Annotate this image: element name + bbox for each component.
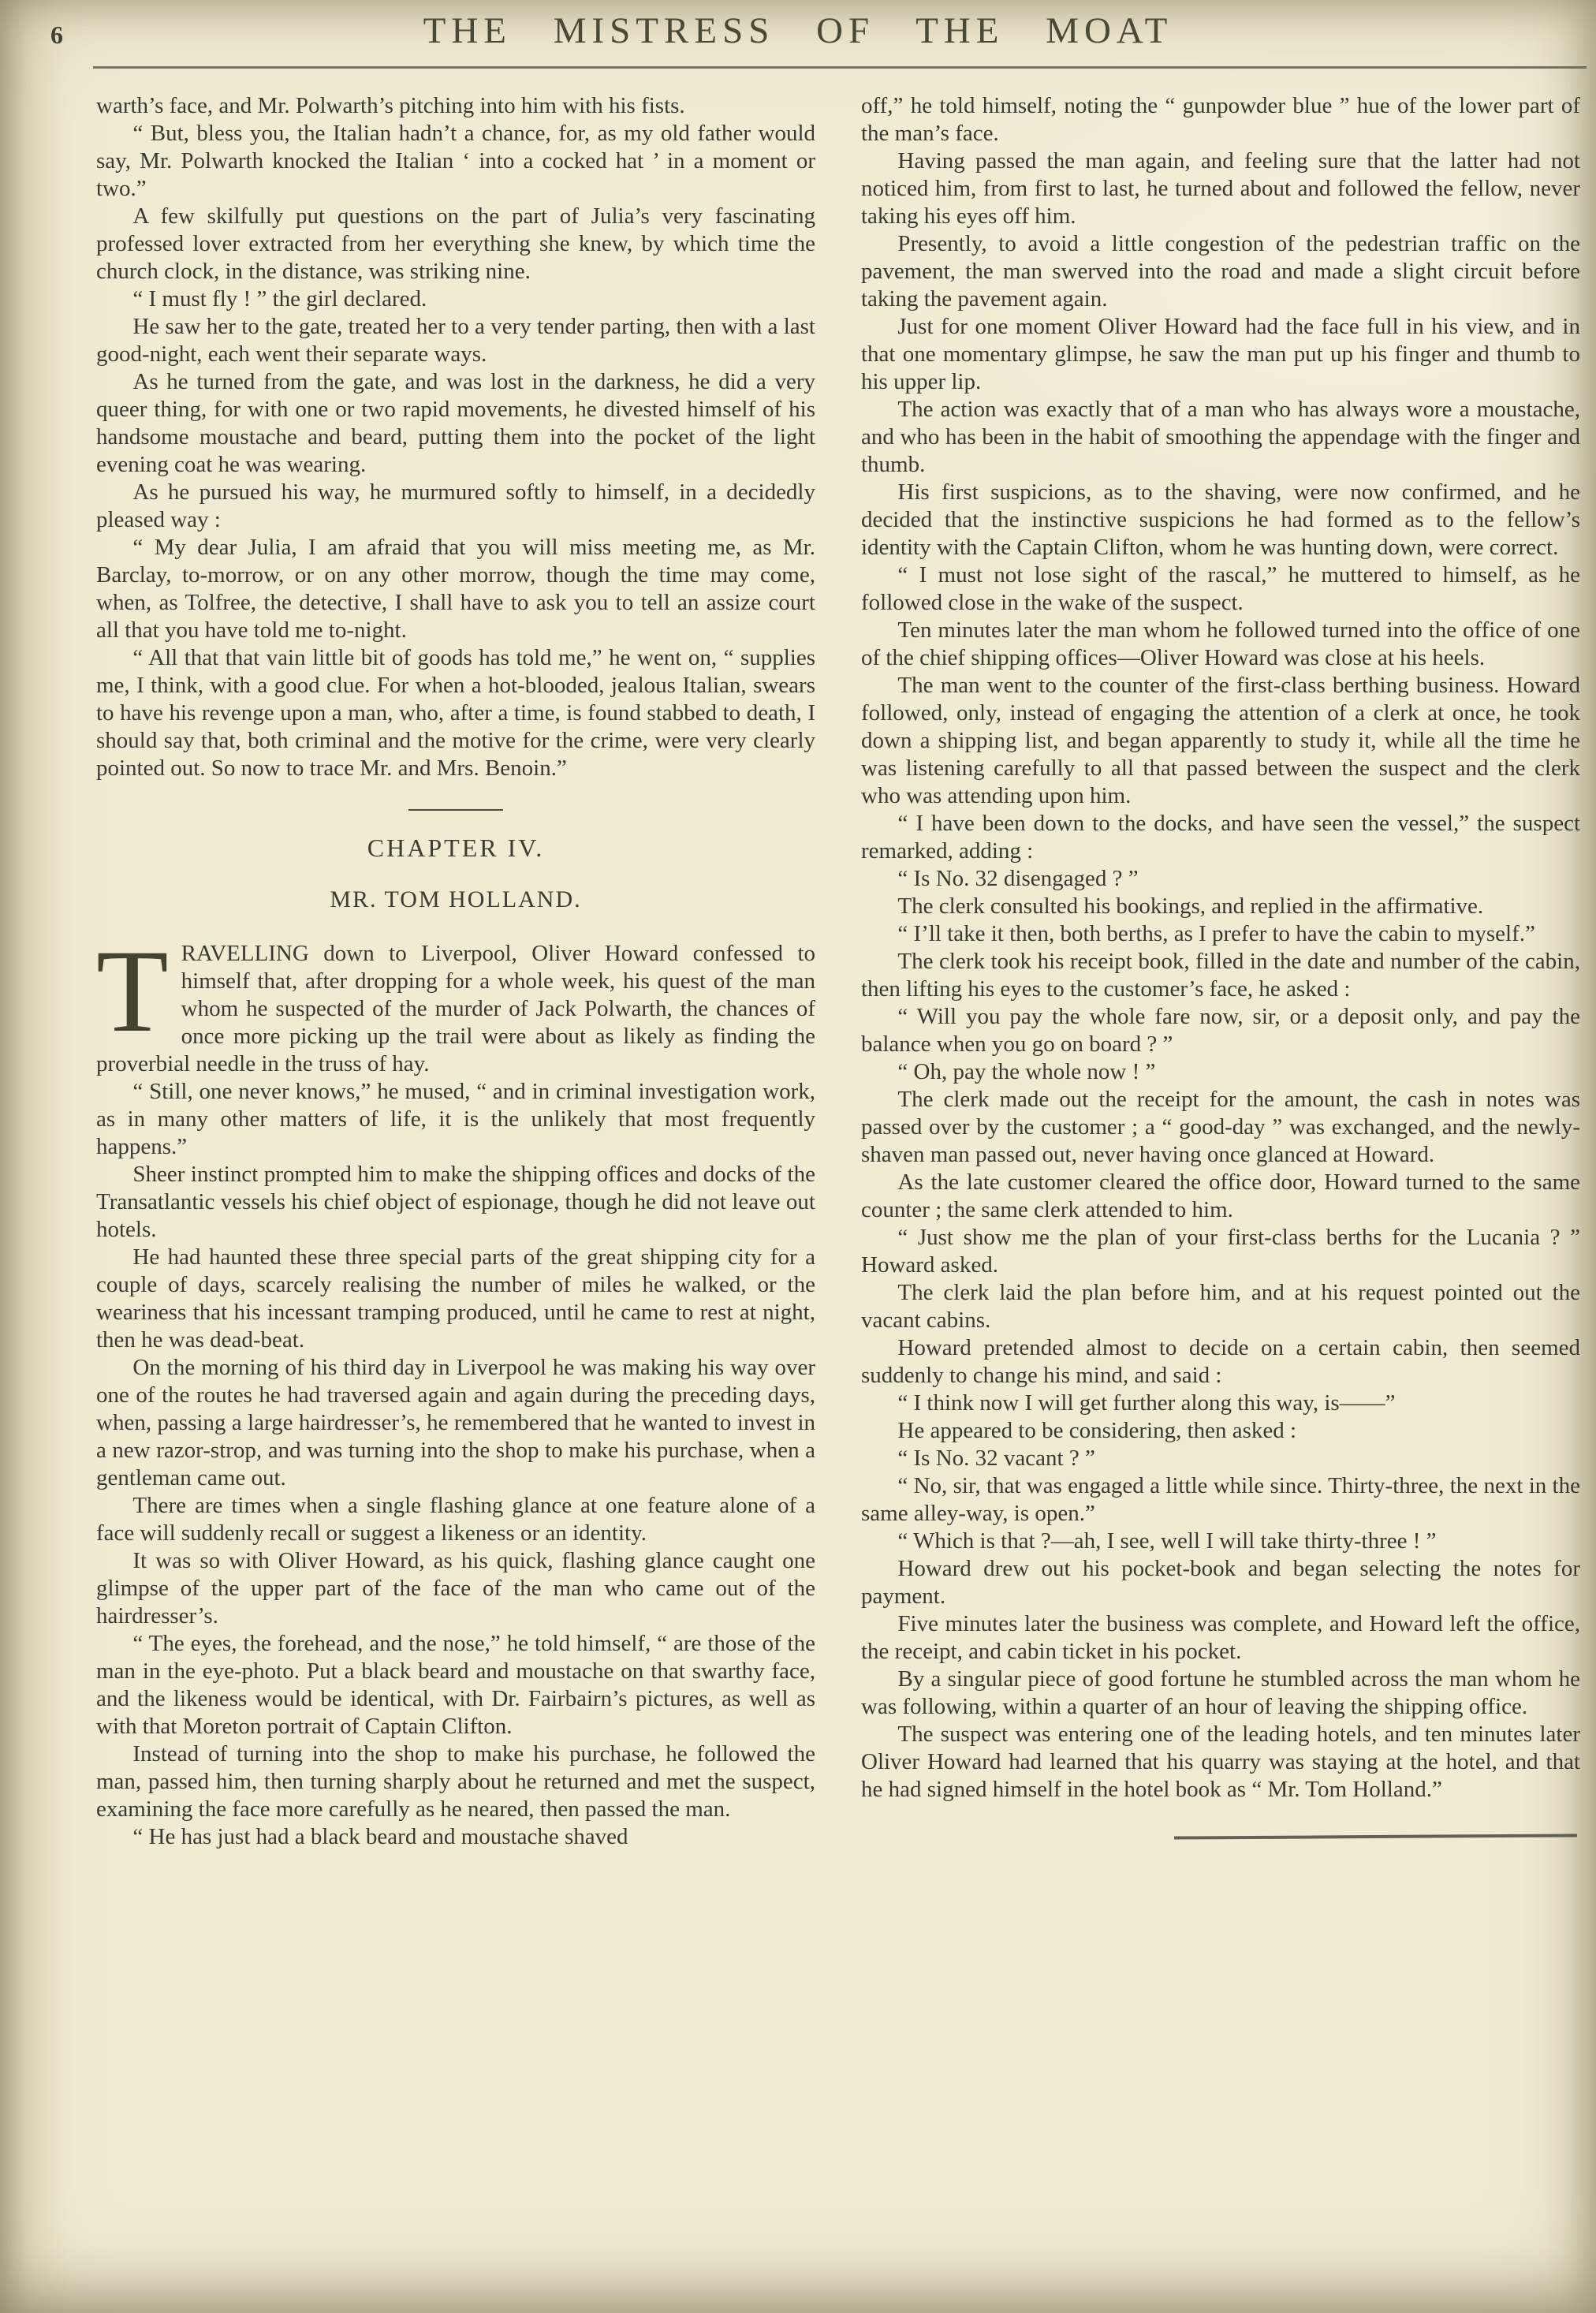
paragraph: The action was exactly that of a man who has always wore a moustache, and who has been in the habit of smoothing the appendage with the finger and thumb. xyxy=(861,397,1580,477)
paragraph: The clerk made out the receipt for the amount, the cash in notes was passed over by the customer ; a “ good-day ” was exchanged, and the newly-shaven man passed out, never having once glanced at Howard. xyxy=(861,1087,1580,1167)
paragraph: “ But, bless you, the Italian hadn’t a chance, for, as my old father would say, Mr. Polwarth knocked the Italian ‘ into a cocked hat ’ in a moment or two.” xyxy=(96,121,815,201)
paragraph: “ Just show me the plan of your first-class berths for the Lucania ? ” Howard asked. xyxy=(861,1225,1580,1278)
bottom-page-rule xyxy=(1174,1834,1577,1839)
page-number: 6 xyxy=(50,21,63,49)
paragraph: There are times when a single flashing glance at one feature alone of a face will suddenly recall or suggest a likeness or an identity. xyxy=(96,1493,815,1546)
header-rule xyxy=(93,66,1587,69)
paragraph: Just for one moment Oliver Howard had the face full in his view, and in that one momentary glimpse, he saw the man put up his finger and thumb to his upper lip. xyxy=(861,314,1580,394)
paragraph: “ Is No. 32 disengaged ? ” xyxy=(897,866,1139,891)
paragraph: He saw her to the gate, treated her to a very tender parting, then with a last good-night, each went their separate ways. xyxy=(96,314,815,367)
paragraph: The clerk took his receipt book, filled in the date and number of the cabin, then lifting his eyes to the customer’s face, he asked : xyxy=(861,949,1580,1002)
paragraph: The suspect was entering one of the leading hotels, and ten minutes later Oliver Howard had learned that his quarry was staying at the hotel, and that he had signed himself in the hotel book as “ Mr. Tom Holland.” xyxy=(861,1722,1580,1802)
paragraph: “ The eyes, the forehead, and the nose,” he told himself, “ are those of the man in the eye-photo. Put a black beard and moustache on that swarthy face, and the likeness would be identical, with Dr. Fairbairn’s pictures, as well as with that Moreton portrait of Captain Clifton. xyxy=(96,1631,815,1739)
left-column-top-paragraphs xyxy=(96,92,815,782)
paragraph: Sheer instinct prompted him to make the shipping offices and docks of the Transatlantic vessels his chief object of espionage, though he did not leave out hotels. xyxy=(96,1162,815,1242)
paragraph: Howard drew out his pocket-book and began selecting the notes for payment. xyxy=(861,1556,1580,1609)
paragraph: “ I must not lose sight of the rascal,” he muttered to himself, as he followed close in the wake of the suspect. xyxy=(861,562,1580,615)
paragraph: As he pursued his way, he murmured softly to himself, in a decidedly pleased way : xyxy=(96,479,815,532)
paragraph: It was so with Oliver Howard, as his quick, flashing glance caught one glimpse of the upper part of the face of the man who came out of the hairdresser’s. xyxy=(96,1548,815,1628)
text-columns xyxy=(96,92,1580,1851)
page-header xyxy=(0,0,1596,66)
left-column xyxy=(96,92,815,1851)
paragraph: “ I’ll take it then, both berths, as I prefer to have the cabin to myself.” xyxy=(897,921,1535,946)
paragraph: “ Will you pay the whole fare now, sir, or a deposit only, and pay the balance when you go on board ? ” xyxy=(861,1004,1580,1057)
paragraph: The clerk consulted his bookings, and replied in the affirmative. xyxy=(897,893,1484,919)
chapter-heading: CHAPTER IV. xyxy=(367,834,545,862)
paragraph: By a singular piece of good fortune he stumbled across the man whom he was following, within a quarter of an hour of leaving the shipping office. xyxy=(861,1666,1580,1719)
paragraph: “ I have been down to the docks, and have seen the vessel,” the suspect remarked, adding : xyxy=(861,811,1580,864)
paragraph: “ He has just had a black beard and moustache shaved xyxy=(132,1824,628,1849)
paragraph: His first suspicions, as to the shaving, were now confirmed, and he decided that the instinctive suspicions he had formed as to the fellow’s identity with the Captain Clifton, whom he was hunting down, were correct. xyxy=(861,479,1580,560)
paragraph: The man went to the counter of the first-class berthing business. Howard followed, only, instead of engaging the attention of a clerk at once, he took down a shipping list, and began apparently to study it, while all the time he was listening carefully to all that passed between the suspect and the clerk who was attending upon him. xyxy=(861,673,1580,808)
right-column xyxy=(861,92,1580,1851)
running-title: THE MISTRESS OF THE MOAT xyxy=(423,10,1173,51)
paragraph: Instead of turning into the shop to make his purchase, he followed the man, passed him, then turning sharply about he returned and met the suspect, examining the face more carefully as he neared, then passed the man. xyxy=(96,1741,815,1822)
paragraph: The clerk laid the plan before him, and at his request pointed out the vacant cabins. xyxy=(861,1280,1580,1333)
paragraph: off,” he told himself, noting the “ gunpowder blue ” hue of the lower part of the man’s face. xyxy=(861,93,1580,146)
paragraph: On the morning of his third day in Liverpool he was making his way over one of the routes he had traversed again and again during the preceding days, when, passing a large hairdresser’s, he remembered that he wanted to invest in a new razor-strop, and was turning into the shop to make his purchase, when a gentleman came out. xyxy=(96,1355,815,1490)
paragraph: As he turned from the gate, and was lost in the darkness, he did a very queer thing, for with one or two rapid movements, he divested himself of his handsome moustache and beard, putting them into the pocket of the light evening coat he was wearing. xyxy=(96,369,815,477)
paragraph: “ Is No. 32 vacant ? ” xyxy=(897,1446,1095,1471)
paragraph: “ Which is that ?—ah, I see, well I will take thirty-three ! ” xyxy=(897,1528,1437,1554)
paragraph: “ Still, one never knows,” he mused, “ and in criminal investigation work, as in many other matters of life, it is the unlikely that most frequently happens.” xyxy=(96,1079,815,1159)
paragraph: warth’s face, and Mr. Polwarth’s pitching into him with his fists. xyxy=(96,93,685,118)
paragraph: A few skilfully put questions on the part of Julia’s very fascinating professed lover extracted from her everything she knew, by which time the church clock, in the distance, was striking nine. xyxy=(96,203,815,284)
left-column-bottom-paragraphs xyxy=(96,1078,815,1851)
right-column-paragraphs xyxy=(861,92,1580,1804)
paragraph: Howard pretended almost to decide on a certain cabin, then seemed suddenly to change his mind, and said : xyxy=(861,1335,1580,1388)
paragraph: “ Oh, pay the whole now ! ” xyxy=(897,1059,1156,1084)
paragraph: “ No, sir, that was engaged a little while since. Thirty-three, the next in the same alley-way, is open.” xyxy=(861,1473,1580,1526)
chapter-opening-text: RAVELLING down to Liverpool, Oliver Howard confessed to himself that, after dropping for a whole week, his quest of the man whom he suspected of the murder of Jack Polwarth, the chances of once more picking up the trail were about as likely as finding the proverbial needle in the truss of hay. xyxy=(96,941,815,1076)
paragraph: Five minutes later the business was complete, and Howard left the office, the receipt, and cabin ticket in his pocket. xyxy=(861,1611,1580,1664)
paragraph: As the late customer cleared the office door, Howard turned to the same counter ; the same clerk attended to him. xyxy=(861,1170,1580,1222)
paragraph: Ten minutes later the man whom he followed turned into the office of one of the chief shipping offices—Oliver Howard was close at his heels. xyxy=(861,617,1580,670)
paragraph: “ I must fly ! ” the girl declared. xyxy=(132,286,427,312)
drop-cap-letter: T xyxy=(96,926,169,1057)
paragraph: He appeared to be considering, then asked : xyxy=(897,1418,1297,1443)
paragraph: “ All that that vain little bit of goods has told me,” he went on, “ supplies me, I think, with a good clue. For when a hot-blooded, jealous Italian, swears to have his revenge upon a man, who, after a time, is found stabbed to death, I should say that, both criminal and the motive for the crime, were very clearly pointed out. So now to trace Mr. and Mrs. Benoin.” xyxy=(96,645,815,781)
chapter-opening-paragraph xyxy=(96,926,815,1078)
paragraph: Having passed the man again, and feeling sure that the latter had not noticed him, from first to last, he turned about and followed the fellow, never taking his eyes off him. xyxy=(861,148,1580,229)
section-separator-rule xyxy=(408,809,503,811)
paragraph: “ My dear Julia, I am afraid that you will miss meeting me, as Mr. Barclay, to-morrow, or on any other morrow, though the time may come, when, as Tolfree, the detective, I shall have to ask you to tell an assize court all that you have told me to-night. xyxy=(96,535,815,643)
paragraph: “ I think now I will get further along this way, is——” xyxy=(897,1390,1396,1416)
chapter-subheading: MR. TOM HOLLAND. xyxy=(330,886,582,912)
paragraph: He had haunted these three special parts of the great shipping city for a couple of days, scarcely realising the number of miles he walked, or the weariness that his incessant tramping produced, until he came to rest at night, then he was dead-beat. xyxy=(96,1244,815,1352)
paragraph: Presently, to avoid a little congestion of the pedestrian traffic on the pavement, the man swerved into the road and made a slight circuit before taking the pavement again. xyxy=(861,231,1580,312)
